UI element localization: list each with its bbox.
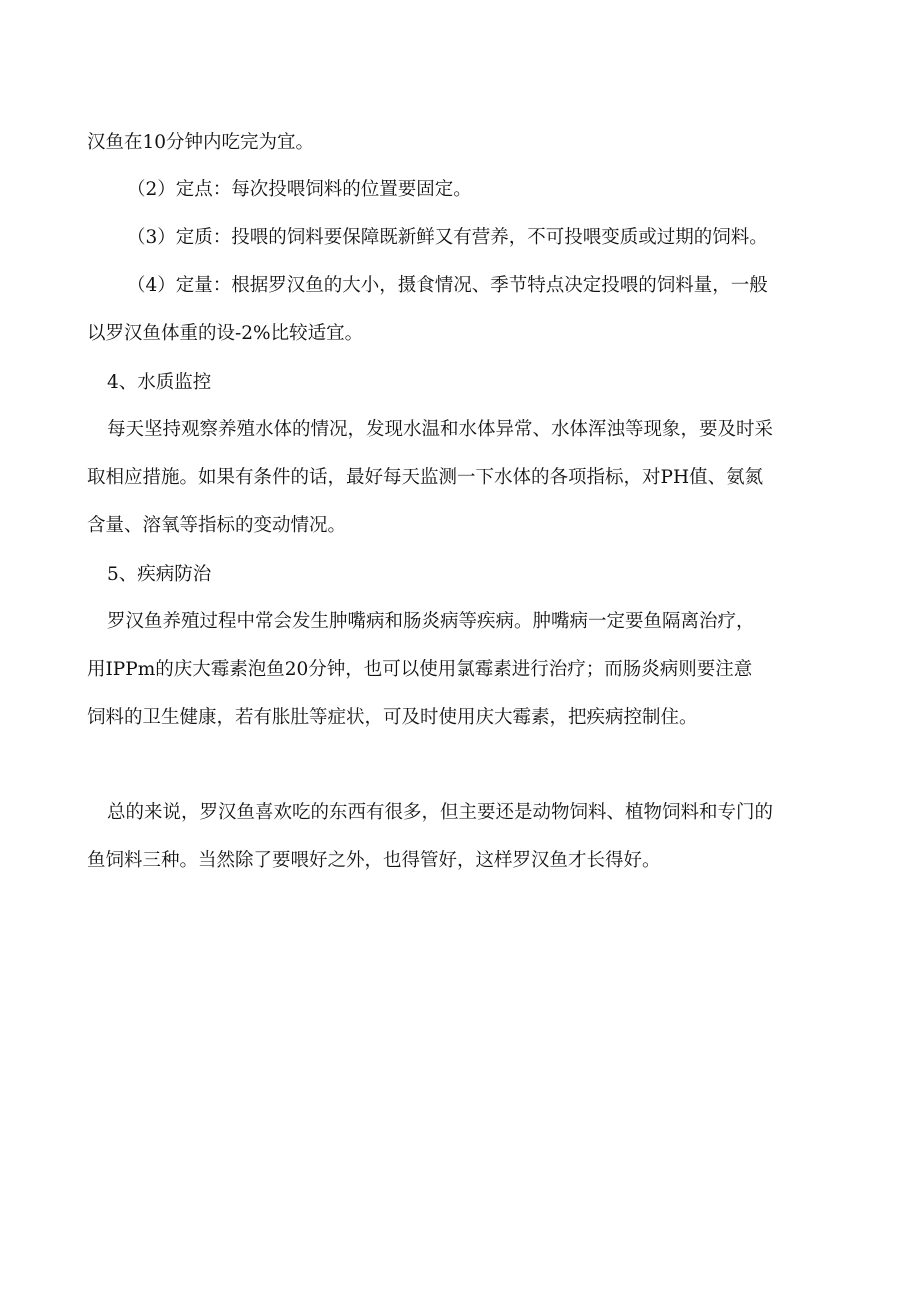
text-line-water-2: 取相应措施。如果有条件的话，最好每天监测一下水体的各项指标，对PH值、氨氮 xyxy=(87,467,764,488)
text-line-summary-2: 鱼饲料三种。当然除了要喂好之外，也得管好，这样罗汉鱼才长得好。 xyxy=(87,850,661,871)
text-line-water-1: 每天坚持观察养殖水体的情况，发现水温和水体异常、水体浑浊等现象，要及时采 xyxy=(107,419,774,440)
text-line-water-3: 含量、溶氧等指标的变动情况。 xyxy=(87,515,347,536)
text-line-summary-1: 总的来说，罗汉鱼喜欢吃的东西有很多，但主要还是动物饲料、植物饲料和专门的 xyxy=(107,802,774,823)
text-line-fixed-quality: （3）定质：投喂的饲料要保障既新鲜又有营养，不可投喂变质或过期的饲料。 xyxy=(127,227,768,248)
text-line-fixed-location: （2）定点：每次投喂饲料的位置要固定。 xyxy=(127,179,472,200)
section-heading-water-quality: 4、水质监控 xyxy=(107,372,212,393)
text-line-disease-1: 罗汉鱼养殖过程中常会发生肿嘴病和肠炎病等疾病。肿嘴病一定要鱼隔离治疗， xyxy=(107,611,755,632)
section-heading-disease: 5、疾病防治 xyxy=(107,564,212,585)
text-line-cont-feeding: 汉鱼在10分钟内吃完为宜。 xyxy=(87,132,315,153)
text-line-disease-2: 用IPPm的庆大霉素泡鱼20分钟，也可以使用氯霉素进行治疗；而肠炎病则要注意 xyxy=(87,659,753,680)
text-line-quantity-cont: 以罗汉鱼体重的设-2%比较适宜。 xyxy=(87,323,364,344)
text-line-disease-3: 饲料的卫生健康，若有胀肚等症状，可及时使用庆大霉素，把疾病控制住。 xyxy=(87,707,698,728)
text-line-fixed-quantity: （4）定量：根据罗汉鱼的大小，摄食情况、季节特点决定投喂的饲料量，一般 xyxy=(127,275,768,296)
